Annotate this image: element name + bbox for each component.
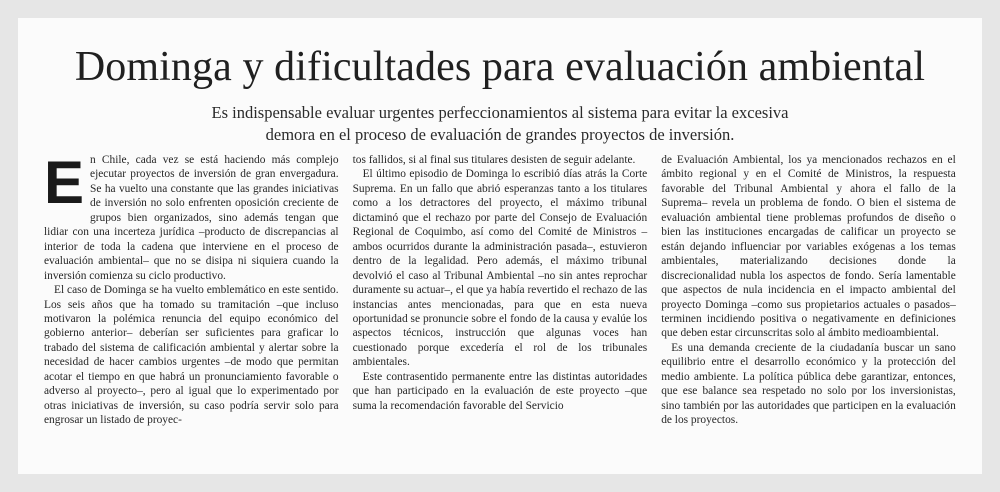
paragraph: tos fallidos, si al final sus titulares desisten de seguir adelante. [352,154,636,166]
paragraph-text: n Chile, cada vez se está haciendo más complejo ejecutar proyectos de inversión de gran envergadura. Se ha vuelto una constante que las grandes iniciativas de inversión no solo enfrenten oposición creciente de grupos bien organizados, sino además tengan que lidiar con una incerteza jurídica –producto de discrepancias al interior de toda la cadena que interviene en el proceso de evaluación ambiental– que no se disipa ni siquiera cuando la inversión comienza su ciclo productivo. [44,154,339,282]
paragraph [44,149,339,283]
paragraph: Este contrasentido permanente entre las distintas autoridades que han participado en la evaluación de este proyecto –que suma la recomendación favorable del Servicio [352,370,648,412]
deck-summary: Es indispensable evaluar urgentes perfeccionamientos al sistema para evitar la excesiva demora en el proceso de evaluación de grandes proyectos de inversión. [211,103,789,144]
newspaper-clipping [18,18,982,474]
headline: Dominga y dificultades para evaluación ambiental [74,44,926,90]
paragraph: Es una demanda creciente de la ciudadanía buscar un sano equilibrio entre el desarrollo económico y la protección del medio ambiente. La política pública debe garantizar, entonces, que ese balance sea respetado no solo por los inversionistas, sino también por las autoridades que participen en la evaluación de los proyectos. [661,341,956,427]
column-1 [44,149,339,428]
column-3 [661,153,956,428]
paragraph: El caso de Dominga se ha vuelto emblemático en este sentido. Los seis años que ha tomado su tramitación –que incluso motivaron la polémica renuncia del equipo económico del gobierno anterior– deberían ser suficientes para graficar lo trabado del sistema de calificación ambiental y alertar sobre la necesidad de hacer cambios urgentes –de modo que permitan acotar el tiempo en que habrá un pronunciamiento favorable o adverso al proyecto–, pero al igual que lo experimentado por otras iniciativas de inversión, su caso podría servir solo para engrosar un listado de proyec- [44,284,339,427]
paragraph: de Evaluación Ambiental, los ya mencionados rechazos en el ámbito regional y en el Comité de Ministros, la respuesta favorable del Tribunal Ambiental y ahora el fallo de la Suprema– revela un problema de fondo. O bien el sistema de evaluación ambiental tiene problemas profundos de diseño o bien las instituciones encargadas de calificar un proyecto se están dejando influenciar por variables exógenas a los temas ambientales, materializando decisiones donde la discrecionalidad nubla los aspectos de fondo. Sería lamentable que aspectos de nula incidencia en el impacto ambiental del proyecto Dominga –como sus propietarios actuales o pasados– terminen incidiendo positiva o negativamente en definiciones que deben estar circunscritas solo al ámbito medioambiental. [661,154,956,340]
column-2 [353,153,648,428]
paragraph: El último episodio de Dominga lo escribió días atrás la Corte Suprema. En un fallo que abrió esperanzas tanto a los titulares como a los detractores del proyecto, el máximo tribunal dictaminó que el rechazo por parte del Consejo de Evaluación Regional de Coquimbo, así como del Comité de Ministros –ambos ocurridos durante la administración pasada–, estuvieron dentro de la legalidad. Pero además, el máximo tribunal devolvió el caso al Tribunal Ambiental –no sin antes reprochar duramente su actuar–, el que ya había revertido el rechazo de las instancias antes mencionadas, para que en esta nueva oportunidad se pronuncie sobre el fondo de la causa y evalúe los aspectos técnicos, instrucción que algunas voces han cuestionado porque excedería el rol de los tribunales ambientales. [352,168,648,369]
drop-cap: E [44,149,85,216]
article-body [44,149,956,428]
